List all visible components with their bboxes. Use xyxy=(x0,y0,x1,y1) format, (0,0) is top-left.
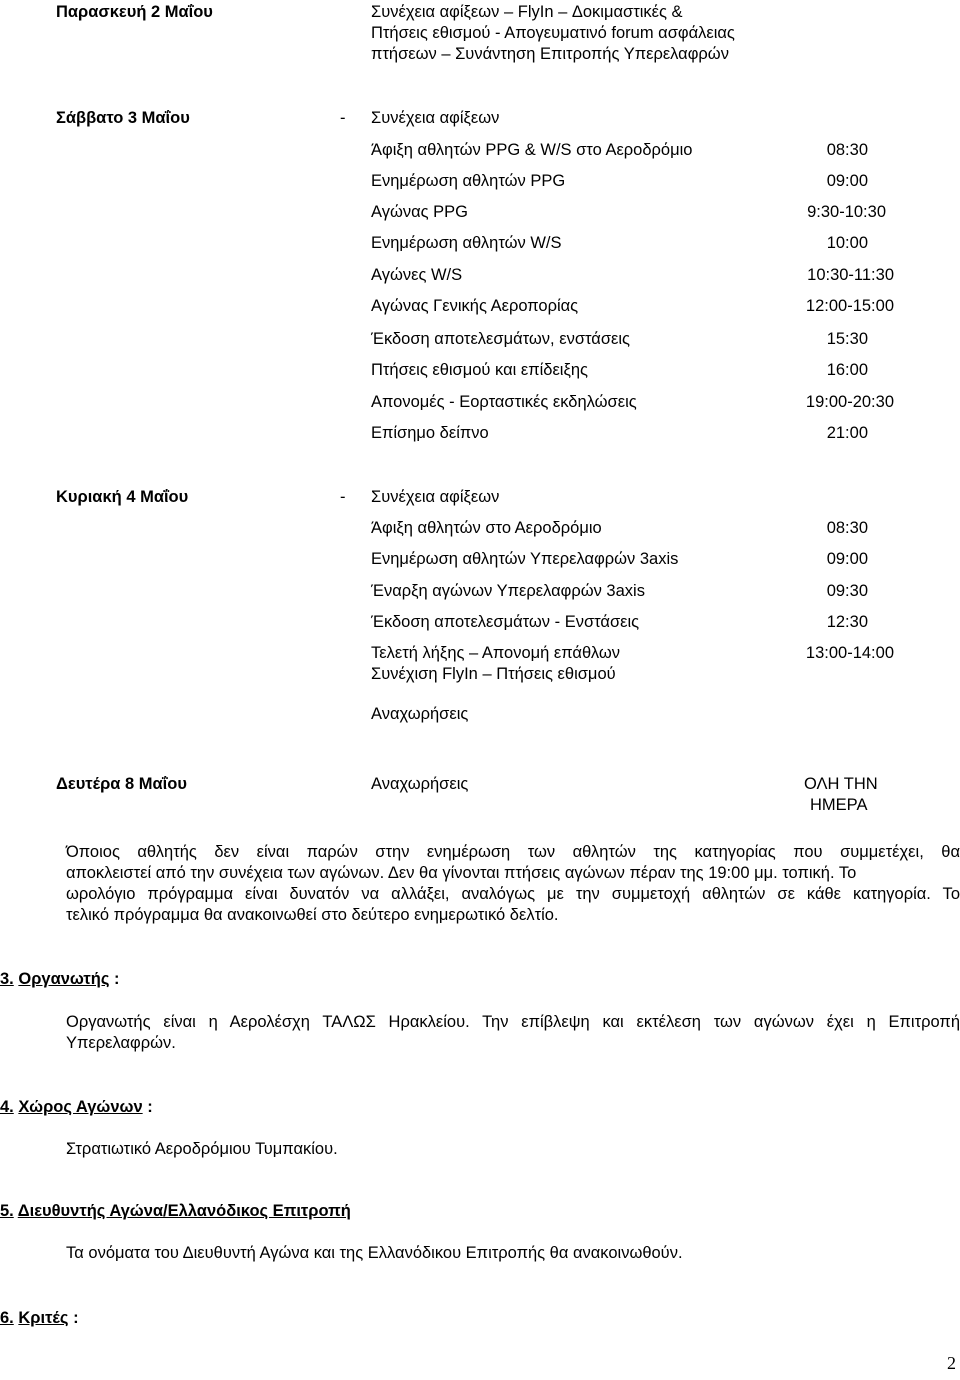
event-time: 08:30 xyxy=(826,141,868,159)
event-time: 16:00 xyxy=(826,361,868,379)
notice-line-2: αποκλειστεί από την συνέχεια των αγώνων. Δεν θα γίνονται πτήσεις αγώνων πέραν της 19:00 μμ. τοπική. Το xyxy=(66,864,857,882)
event-time: 13:00-14:00 xyxy=(805,644,894,662)
section-heading-colon: : xyxy=(147,1098,153,1116)
dash: - xyxy=(340,109,346,127)
event-time: 21:00 xyxy=(826,424,868,442)
event-label: Άφιξη αθλητών PPG & W/S στο Αεροδρόμιο xyxy=(371,141,693,159)
sunday-extra-flyin: Συνέχιση FlyIn – Πτήσεις εθισμού xyxy=(371,665,616,683)
friday-line-3: πτήσεων – Συνάντηση Επιτροπής Υπερελαφρών xyxy=(371,45,729,63)
section-heading xyxy=(0,1308,79,1329)
section-heading-colon: : xyxy=(114,970,120,988)
section-body-line-2: Υπερελαφρών. xyxy=(66,1034,176,1052)
section-heading-number: 5. xyxy=(0,1202,14,1220)
monday-time-line-2: ΗΜΕΡΑ xyxy=(810,796,868,814)
section-heading xyxy=(0,969,120,990)
day-label-monday: Δευτέρα 8 Μαΐου xyxy=(56,775,187,793)
event-label: Έκδοση αποτελεσμάτων - Ενστάσεις xyxy=(371,613,640,631)
sunday-intro: Συνέχεια αφίξεων xyxy=(371,488,500,506)
section-body-line-1: Οργανωτής είναι η Αερολέσχη ΤΑΛΩΣ Ηρακλείου. Την επίβλεψη και εκτέλεση των αγώνων έχει η Επιτροπή xyxy=(66,1013,960,1031)
section-heading xyxy=(0,1201,351,1222)
event-time: 19:00-20:30 xyxy=(805,393,894,411)
page-number: 2 xyxy=(947,1353,956,1373)
event-label: Αγώνες W/S xyxy=(371,266,463,284)
day-label-saturday: Σάββατο 3 Μαΐου xyxy=(56,109,190,127)
section-heading-title: Οργανωτής xyxy=(18,970,110,988)
event-label: Ενημέρωση αθλητών W/S xyxy=(371,234,562,252)
section-body-line-1: Τα ονόματα του Διευθυντή Αγώνα και της Ελλανόδικου Επιτροπής θα ανακοινωθούν. xyxy=(66,1244,683,1262)
section-heading-title: Κριτές xyxy=(18,1309,69,1327)
event-time: 15:30 xyxy=(826,330,868,348)
section-heading-number: 6. xyxy=(0,1309,14,1327)
event-label: Άφιξη αθλητών στο Αεροδρόμιο xyxy=(371,519,602,537)
day-label-friday: Παρασκευή 2 Μαΐου xyxy=(56,3,213,21)
friday-line-2: Πτήσεις εθισμού - Απογευματινό forum ασφάλειας xyxy=(371,24,735,42)
event-label: Τελετή λήξης – Απονομή επάθλων xyxy=(371,644,620,662)
event-label: Ενημέρωση αθλητών Υπερελαφρών 3axis xyxy=(371,550,679,568)
event-label: Πτήσεις εθισμού και επίδειξης xyxy=(371,361,588,379)
event-time: 12:30 xyxy=(826,613,868,631)
section-heading-title: Διευθυντής Αγώνα/Ελλανόδικος Επιτροπή xyxy=(17,1202,351,1220)
monday-time-line-1: ΟΛΗ ΤΗΝ xyxy=(804,775,878,793)
friday-line-1: Συνέχεια αφίξεων – FlyIn – Δοκιμαστικές & xyxy=(371,3,683,21)
event-time: 09:30 xyxy=(826,582,868,600)
event-label: Απονομές - Εορταστικές εκδηλώσεις xyxy=(371,393,637,411)
saturday-intro: Συνέχεια αφίξεων xyxy=(371,109,500,127)
section-heading xyxy=(0,1097,153,1118)
event-time: 09:00 xyxy=(826,550,868,568)
event-time: 10:00 xyxy=(826,234,868,252)
section-heading-number: 4. xyxy=(0,1098,14,1116)
monday-event: Αναχωρήσεις xyxy=(371,775,469,793)
notice-line-4: τελικό πρόγραμμα θα ανακοινωθεί στο δεύτερο ενημερωτικό δελτίο. xyxy=(66,906,559,924)
event-label: Έκδοση αποτελεσμάτων, ενστάσεις xyxy=(371,330,630,348)
event-label: Αγώνας PPG xyxy=(371,203,469,221)
notice-line-3: ωρολόγιο πρόγραμμα είναι δυνατόν να αλλάξει, αναλόγως με την συμμετοχή αθλητών σε κάθε κατηγορία. Το xyxy=(66,885,960,903)
sunday-extra-departures: Αναχωρήσεις xyxy=(371,705,469,723)
event-label: Επίσημο δείπνο xyxy=(371,424,489,442)
section-heading-colon: : xyxy=(73,1309,79,1327)
dash: - xyxy=(340,488,346,506)
event-time: 9:30-10:30 xyxy=(807,203,886,221)
event-time: 10:30-11:30 xyxy=(807,266,894,284)
section-body-line-1: Στρατιωτικό Αεροδρόμιου Τυμπακίου. xyxy=(66,1140,338,1158)
event-label: Έναρξη αγώνων Υπερελαφρών 3axis xyxy=(371,582,645,600)
notice-line-1: Όποιος αθλητής δεν είναι παρών στην ενημέρωση των αθλητών της κατηγορίας που συμμετέχει, θα xyxy=(66,843,960,861)
event-time: 08:30 xyxy=(826,519,868,537)
event-time: 12:00-15:00 xyxy=(805,297,894,315)
event-label: Αγώνας Γενικής Αεροπορίας xyxy=(371,297,579,315)
event-label: Ενημέρωση αθλητών PPG xyxy=(371,172,566,190)
section-heading-number: 3. xyxy=(0,970,14,988)
day-label-sunday: Κυριακή 4 Μαΐου xyxy=(56,488,189,506)
section-heading-title: Χώρος Αγώνων xyxy=(18,1098,143,1116)
event-time: 09:00 xyxy=(826,172,868,190)
